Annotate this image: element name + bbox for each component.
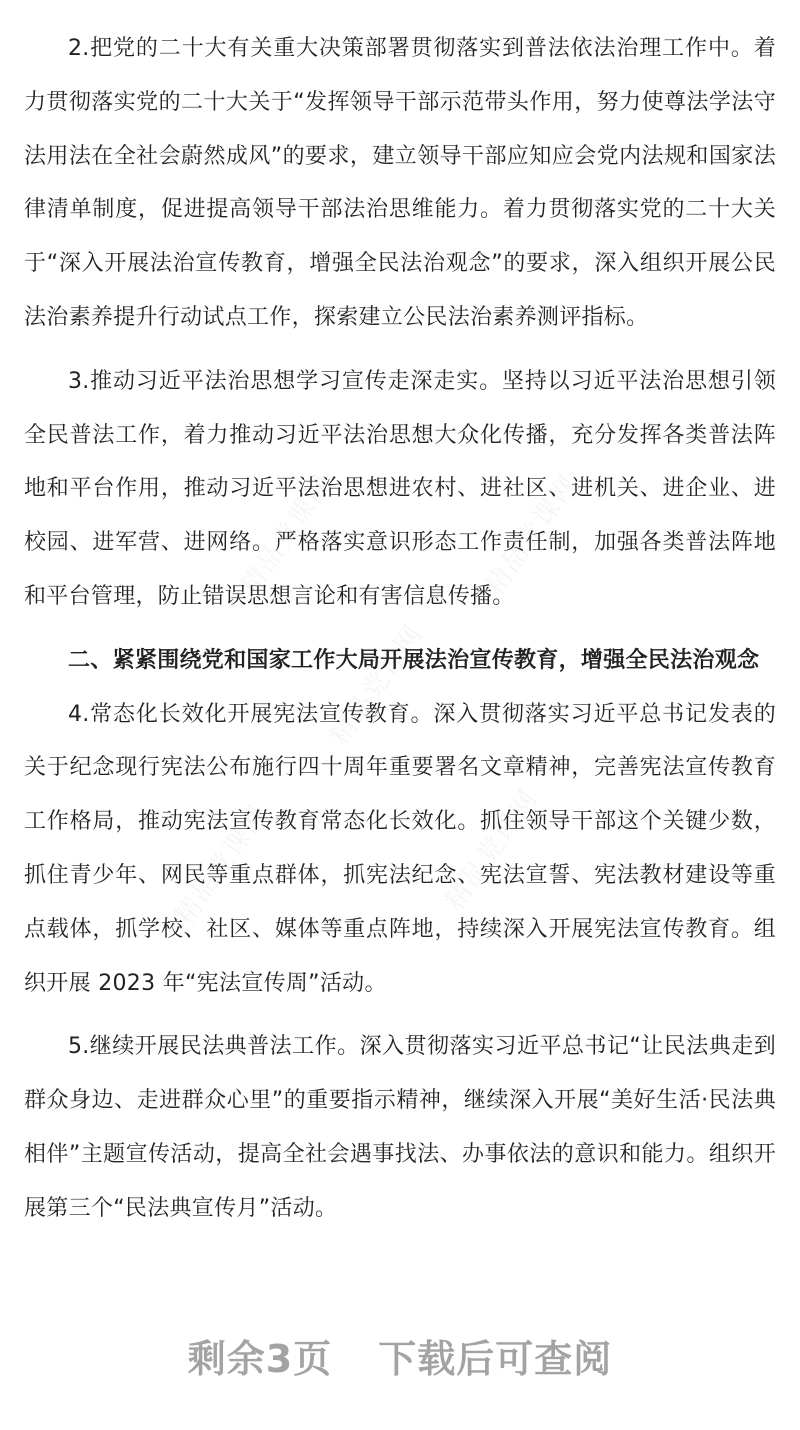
paragraph-item-2: 2.把党的二十大有关重大决策部署贯彻落实到普法依法治理工作中。着力贯彻落实党的二十大关于“发挥领导干部示范带头作用，努力使尊法学法守法用法在全社会蔚然成风”的要求，建立领导干部应知应会党内法规和国家法律清单制度，促进提高领导干部法治思维能力。着力贯彻落实党的二十大关于“深入开展法治宣传教育，增强全民法治观念”的要求，深入组织开展公民法治素养提升行动试点工作，探索建立公民法治素养测评指标。 <box>24 36 776 330</box>
paragraph-item-4: 4.常态化长效化开展宪法宣传教育。深入贯彻落实习近平总书记发表的关于纪念现行宪法公布施行四十周年重要署名文章精神，完善宪法宣传教育工作格局，推动宪法宣传教育常态化长效化。抓住领导干部这个关键少数，抓住青少年、网民等重点群体，抓宪法纪念、宪法宣誓、宪法教材建设等重点载体，抓学校、社区、媒体等重点阵地，持续深入开展宪法宣传教育。组织开展 2023 年“宪法宣传周”活动。 <box>24 701 776 996</box>
paragraph-item-5: 5.继续开展民法典普法工作。深入贯彻落实习近平总书记“让民法典走到群众身边、走进群众心里”的重要指示精神，继续深入开展“美好生活·民法典相伴”主题宣传活动，提高全社会遇事找法、办事依法的意识和能力。组织开展第三个“民法典宣传月”活动。 <box>24 1034 776 1221</box>
section-heading-2: 二、紧紧围绕党和国家工作大局开展法治宣传教育，增强全民法治观念 <box>68 647 760 673</box>
download-prompt[interactable] <box>0 1328 800 1383</box>
paragraph-item-3: 3.推动习近平法治思想学习宣传走深走实。坚持以习近平法治思想引领全民普法工作，着力推动习近平法治思想大众化传播，充分发挥各类普法阵地和平台作用，推动习近平法治思想进农村、进社区、进机关、进企业、进校园、进军营、进网络。严格落实意识形态工作责任制，加强各类普法阵地和平台管理，防止错误思想言论和有害信息传播。 <box>24 368 776 609</box>
download-to-view-label[interactable]: 下载后可查阅 <box>378 1337 613 1381</box>
remaining-pages-label: 剩余3页 <box>187 1337 333 1381</box>
document-page <box>24 22 776 1236</box>
